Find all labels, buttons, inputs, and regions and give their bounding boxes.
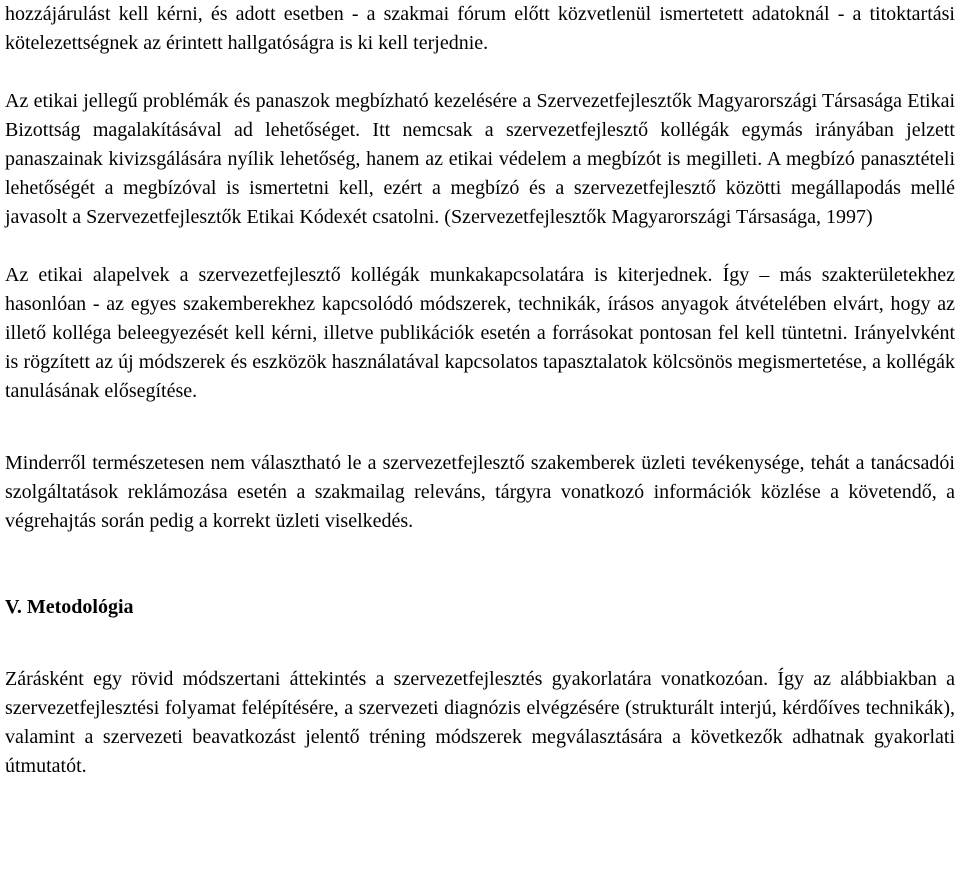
section-heading: V. Metodológia [5,596,134,618]
paragraph-confidentiality: hozzájárulást kell kérni, és adott esetben - a szakmai fórum előtt közvetlenül ismertetett adatoknál - a titoktartási kötelezettségnek az érintett hallgatóságra is ki kell terjednie. [5,3,955,54]
paragraph-ethics-committee: Az etikai jellegű problémák és panaszok megbízható kezelésére a Szervezetfejlesztők Magyarországi Társasága Etikai Bizottság magalakításával ad lehetőséget. Itt nemcsak a szervezetfejlesztő kollégák egymás irányában jelzett panaszainak kivizsgálására nyílik lehetőség, hanem az etikai védelem a megbízót is megilleti. A megbízó panasztételi lehetőségét a megbízóval is ismertetni kell, ezért a megbízó és a szervezetfejlesztő közötti megállapodás mellé javasolt a Szervezetfejlesztők Etikai Kódexét csatolni. (Szervezetfejlesztők Magyarországi Társasága, 1997) [5,90,955,228]
paragraph-colleague-relations: Az etikai alapelvek a szervezetfejlesztő kollégák munkakapcsolatára is kiterjednek. Így – más szakterületekhez hasonlóan - az egyes szakemberekhez kapcsolódó módszerek, technikák, írásos anyagok átvételében elvárt, hogy az illető kolléga beleegyezését kell kérni, illetve publikációk esetén a forrásokat pontosan fel kell tüntetni. Irányelvként is rögzített az új módszerek és eszközök használatával kapcsolatos tapasztalatok kölcsönös megismertetése, a kollégák tanulásának elősegítése. [5,264,955,402]
paragraph-methodology-intro: Zárásként egy rövid módszertani áttekintés a szervezetfejlesztés gyakorlatára vonatkozóan. Így az alábbiakban a szervezetfejlesztési folyamat felépítésére, a szervezeti diagnózis elvégzésére (strukturált interjú, kérdőíves technikák), valamint a szervezeti beavatkozást jelentő tréning módszerek megválasztására a következők adhatnak gyakorlati útmutatót. [5,668,955,777]
document-page [5,0,955,781]
paragraph-business-conduct: Minderről természetesen nem választható le a szervezetfejlesztő szakemberek üzleti tevékenysége, tehát a tanácsadói szolgáltatások reklámozása esetén a szakmailag releváns, tárgyra vonatkozó információk közlése a követendő, a végrehajtás során pedig a korrekt üzleti viselkedés. [5,452,955,532]
